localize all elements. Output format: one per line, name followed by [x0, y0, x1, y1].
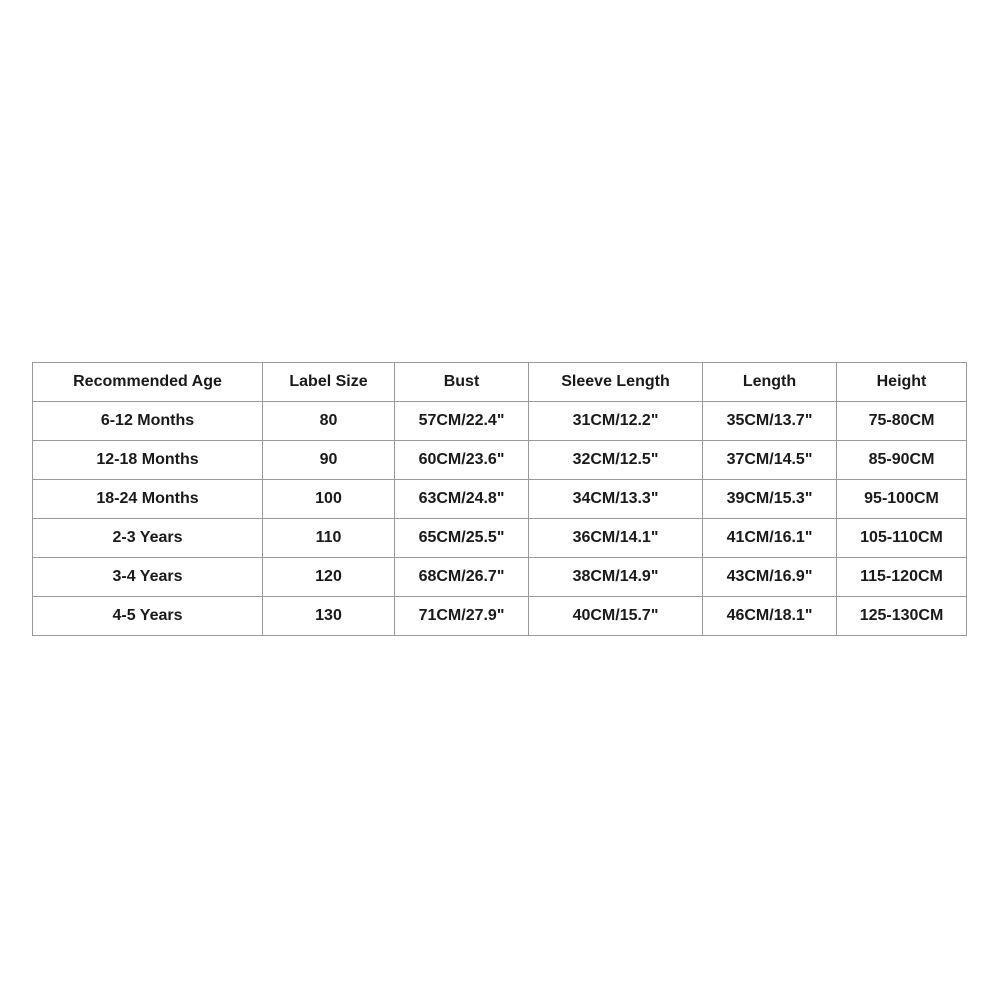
cell-recommended-age: 2-3 Years [33, 519, 263, 558]
table-row [33, 480, 967, 519]
cell-height: 115-120CM [837, 558, 967, 597]
cell-length: 41CM/16.1" [703, 519, 837, 558]
cell-label-size: 120 [263, 558, 395, 597]
cell-bust: 71CM/27.9" [395, 597, 529, 636]
cell-length: 43CM/16.9" [703, 558, 837, 597]
header-length: Length [703, 363, 837, 402]
cell-length: 46CM/18.1" [703, 597, 837, 636]
table-row [33, 597, 967, 636]
table-row [33, 402, 967, 441]
table-row [33, 519, 967, 558]
cell-height: 75-80CM [837, 402, 967, 441]
cell-recommended-age: 12-18 Months [33, 441, 263, 480]
cell-height: 85-90CM [837, 441, 967, 480]
cell-length: 37CM/14.5" [703, 441, 837, 480]
cell-sleeve-length: 32CM/12.5" [529, 441, 703, 480]
cell-bust: 63CM/24.8" [395, 480, 529, 519]
header-recommended-age: Recommended Age [33, 363, 263, 402]
cell-height: 95-100CM [837, 480, 967, 519]
cell-recommended-age: 6-12 Months [33, 402, 263, 441]
cell-height: 125-130CM [837, 597, 967, 636]
header-label-size: Label Size [263, 363, 395, 402]
cell-length: 39CM/15.3" [703, 480, 837, 519]
cell-label-size: 100 [263, 480, 395, 519]
header-height: Height [837, 363, 967, 402]
table-row [33, 441, 967, 480]
cell-recommended-age: 18-24 Months [33, 480, 263, 519]
cell-height: 105-110CM [837, 519, 967, 558]
size-chart-table [32, 362, 967, 636]
cell-label-size: 90 [263, 441, 395, 480]
cell-label-size: 110 [263, 519, 395, 558]
cell-sleeve-length: 31CM/12.2" [529, 402, 703, 441]
cell-bust: 57CM/22.4" [395, 402, 529, 441]
cell-sleeve-length: 36CM/14.1" [529, 519, 703, 558]
cell-sleeve-length: 40CM/15.7" [529, 597, 703, 636]
cell-label-size: 130 [263, 597, 395, 636]
table-row [33, 558, 967, 597]
cell-bust: 65CM/25.5" [395, 519, 529, 558]
header-sleeve-length: Sleeve Length [529, 363, 703, 402]
cell-bust: 60CM/23.6" [395, 441, 529, 480]
cell-length: 35CM/13.7" [703, 402, 837, 441]
cell-bust: 68CM/26.7" [395, 558, 529, 597]
cell-recommended-age: 3-4 Years [33, 558, 263, 597]
cell-label-size: 80 [263, 402, 395, 441]
cell-recommended-age: 4-5 Years [33, 597, 263, 636]
cell-sleeve-length: 34CM/13.3" [529, 480, 703, 519]
header-bust: Bust [395, 363, 529, 402]
cell-sleeve-length: 38CM/14.9" [529, 558, 703, 597]
header-row [33, 363, 967, 402]
